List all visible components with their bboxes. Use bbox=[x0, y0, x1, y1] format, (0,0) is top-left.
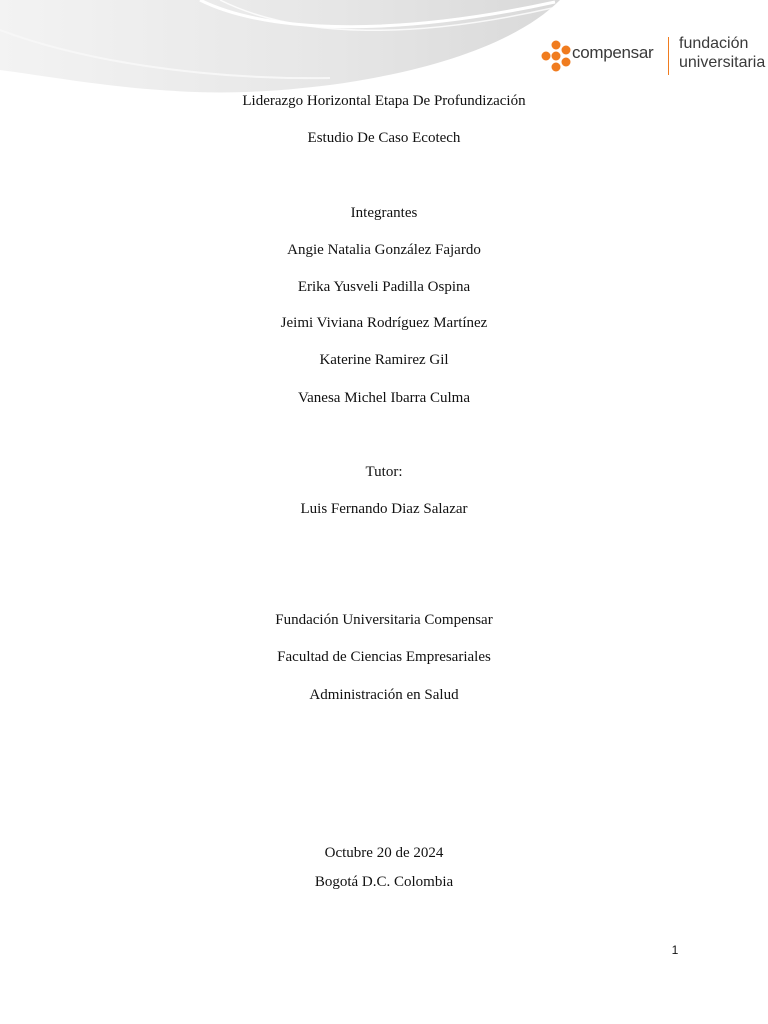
institution-name: Fundación Universitaria Compensar bbox=[275, 612, 493, 628]
member-name: Angie Natalia González Fajardo bbox=[287, 242, 481, 258]
member-name: Katerine Ramirez Gil bbox=[319, 352, 449, 368]
document-city: Bogotá D.C. Colombia bbox=[314, 874, 454, 890]
member-name: Vanesa Michel Ibarra Culma bbox=[297, 390, 471, 406]
page-number: 1 bbox=[671, 943, 679, 957]
member-name: Erika Yusveli Padilla Ospina bbox=[297, 279, 471, 295]
tutor-heading: Tutor: bbox=[365, 464, 403, 480]
faculty-name: Facultad de Ciencias Empresariales bbox=[277, 649, 491, 665]
document-subtitle: Estudio De Caso Ecotech bbox=[307, 130, 461, 146]
member-name: Jeimi Viviana Rodríguez Martínez bbox=[280, 315, 488, 331]
document-title: Liderazgo Horizontal Etapa De Profundización bbox=[242, 93, 526, 109]
program-name: Administración en Salud bbox=[309, 687, 459, 703]
document-date: Octubre 20 de 2024 bbox=[324, 845, 444, 861]
logo-institution-line1: fundación bbox=[679, 35, 749, 52]
logo-institution-line2: universitaria bbox=[679, 54, 766, 71]
institution-logo bbox=[538, 34, 766, 78]
logo-institution-text bbox=[679, 34, 765, 72]
members-heading: Integrantes bbox=[350, 205, 418, 221]
logo-separator bbox=[668, 37, 669, 75]
tutor-name: Luis Fernando Diaz Salazar bbox=[300, 501, 468, 517]
compensar-dots-icon bbox=[538, 38, 574, 74]
logo-brand-text: compensar bbox=[572, 43, 654, 62]
header-wave-decoration bbox=[0, 0, 560, 95]
